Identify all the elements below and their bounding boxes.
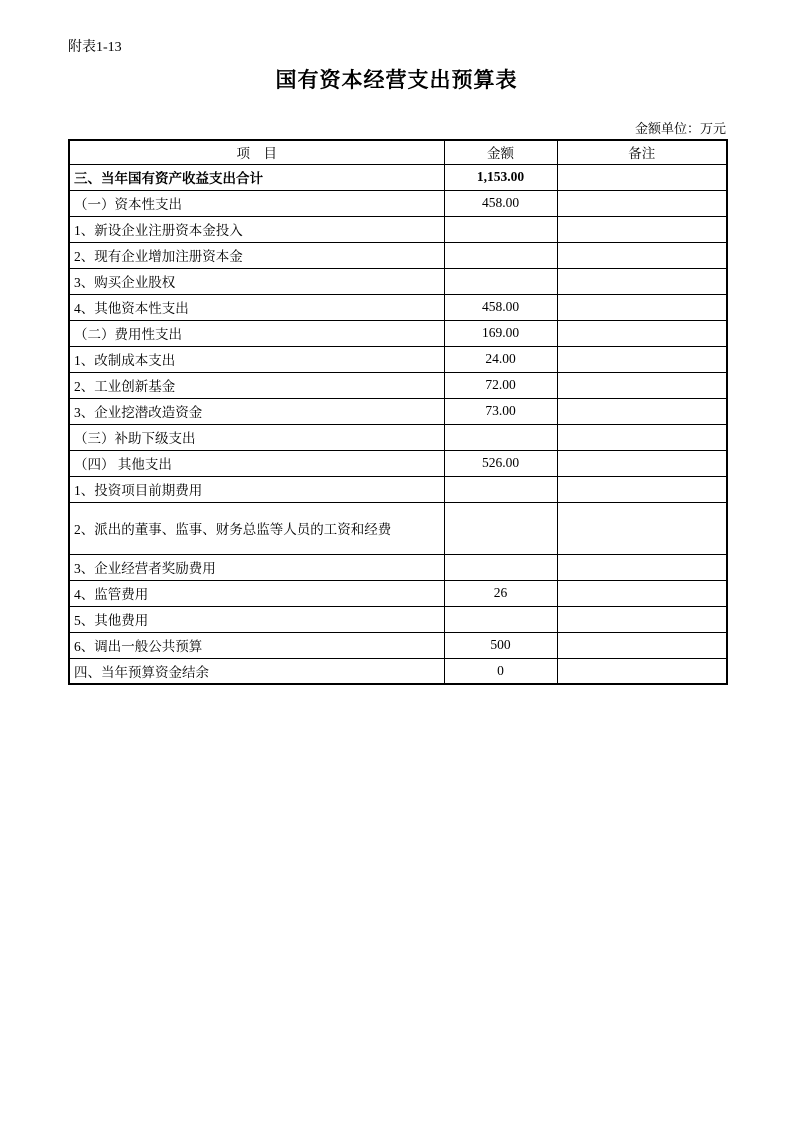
table-row (69, 216, 727, 242)
budget-table (68, 139, 728, 685)
row-item-label: 1、投资项目前期费用 (69, 476, 444, 502)
row-item-label: 4、其他资本性支出 (69, 294, 444, 320)
table-row (69, 190, 727, 216)
row-remark-value (557, 450, 727, 476)
row-remark-value (557, 398, 727, 424)
table-row (69, 424, 727, 450)
row-item-label: 三、当年国有资产收益支出合计 (69, 164, 444, 190)
table-row (69, 658, 727, 684)
row-item-label: 四、当年预算资金结余 (69, 658, 444, 684)
row-remark-value (557, 346, 727, 372)
row-remark-value (557, 268, 727, 294)
row-remark-value (557, 658, 727, 684)
row-item-label: 2、派出的董事、监事、财务总监等人员的工资和经费 (69, 502, 444, 554)
table-row (69, 502, 727, 554)
table-row (69, 398, 727, 424)
table-row (69, 580, 727, 606)
row-remark-value (557, 580, 727, 606)
row-item-label: （二）费用性支出 (69, 320, 444, 346)
table-row (69, 476, 727, 502)
row-remark-value (557, 554, 727, 580)
row-amount-value: 458.00 (444, 294, 557, 320)
row-item-label: 3、企业挖潜改造资金 (69, 398, 444, 424)
row-remark-value (557, 216, 727, 242)
row-item-label: 1、新设企业注册资本金投入 (69, 216, 444, 242)
row-amount-value (444, 242, 557, 268)
row-item-label: 4、监管费用 (69, 580, 444, 606)
table-row (69, 268, 727, 294)
table-row (69, 346, 727, 372)
row-amount-value (444, 268, 557, 294)
row-amount-value: 526.00 (444, 450, 557, 476)
table-row (69, 450, 727, 476)
row-remark-value (557, 294, 727, 320)
row-amount-value: 0 (444, 658, 557, 684)
row-remark-value (557, 606, 727, 632)
row-amount-value (444, 554, 557, 580)
row-remark-value (557, 424, 727, 450)
column-header-remark: 备注 (557, 140, 727, 164)
row-amount-value: 73.00 (444, 398, 557, 424)
column-header-amount: 金额 (444, 140, 557, 164)
row-item-label: 3、购买企业股权 (69, 268, 444, 294)
row-remark-value (557, 164, 727, 190)
row-item-label: （三）补助下级支出 (69, 424, 444, 450)
row-item-label: 5、其他费用 (69, 606, 444, 632)
row-item-label: 2、现有企业增加注册资本金 (69, 242, 444, 268)
table-header-row (69, 140, 727, 164)
attachment-label: 附表1-13 (68, 40, 122, 55)
row-amount-value (444, 424, 557, 450)
row-item-label: 6、调出一般公共预算 (69, 632, 444, 658)
row-amount-value: 24.00 (444, 346, 557, 372)
row-item-label: 3、企业经营者奖励费用 (69, 554, 444, 580)
row-item-label: （四） 其他支出 (69, 450, 444, 476)
table-row (69, 632, 727, 658)
row-remark-value (557, 242, 727, 268)
table-body (69, 164, 727, 684)
row-remark-value (557, 632, 727, 658)
row-item-label: 1、改制成本支出 (69, 346, 444, 372)
amount-unit-note: 金额单位：万元 (634, 121, 726, 136)
table-row (69, 372, 727, 398)
row-amount-value: 72.00 (444, 372, 557, 398)
row-amount-value: 26 (444, 580, 557, 606)
row-amount-value (444, 476, 557, 502)
row-remark-value (557, 320, 727, 346)
row-amount-value (444, 606, 557, 632)
row-amount-value: 169.00 (444, 320, 557, 346)
row-amount-value: 458.00 (444, 190, 557, 216)
table-row (69, 164, 727, 190)
page-title: 国有资本经营支出预算表 (275, 68, 518, 92)
row-item-label: 2、工业创新基金 (69, 372, 444, 398)
row-item-label: （一）资本性支出 (69, 190, 444, 216)
row-amount-value (444, 502, 557, 554)
row-remark-value (557, 190, 727, 216)
row-amount-value: 500 (444, 632, 557, 658)
row-remark-value (557, 502, 727, 554)
column-header-item: 项 目 (69, 140, 444, 164)
table-row (69, 320, 727, 346)
table-row (69, 242, 727, 268)
row-remark-value (557, 476, 727, 502)
table-row (69, 554, 727, 580)
row-amount-value (444, 216, 557, 242)
table-row (69, 606, 727, 632)
table-row (69, 294, 727, 320)
row-remark-value (557, 372, 727, 398)
row-amount-value: 1,153.00 (444, 164, 557, 190)
